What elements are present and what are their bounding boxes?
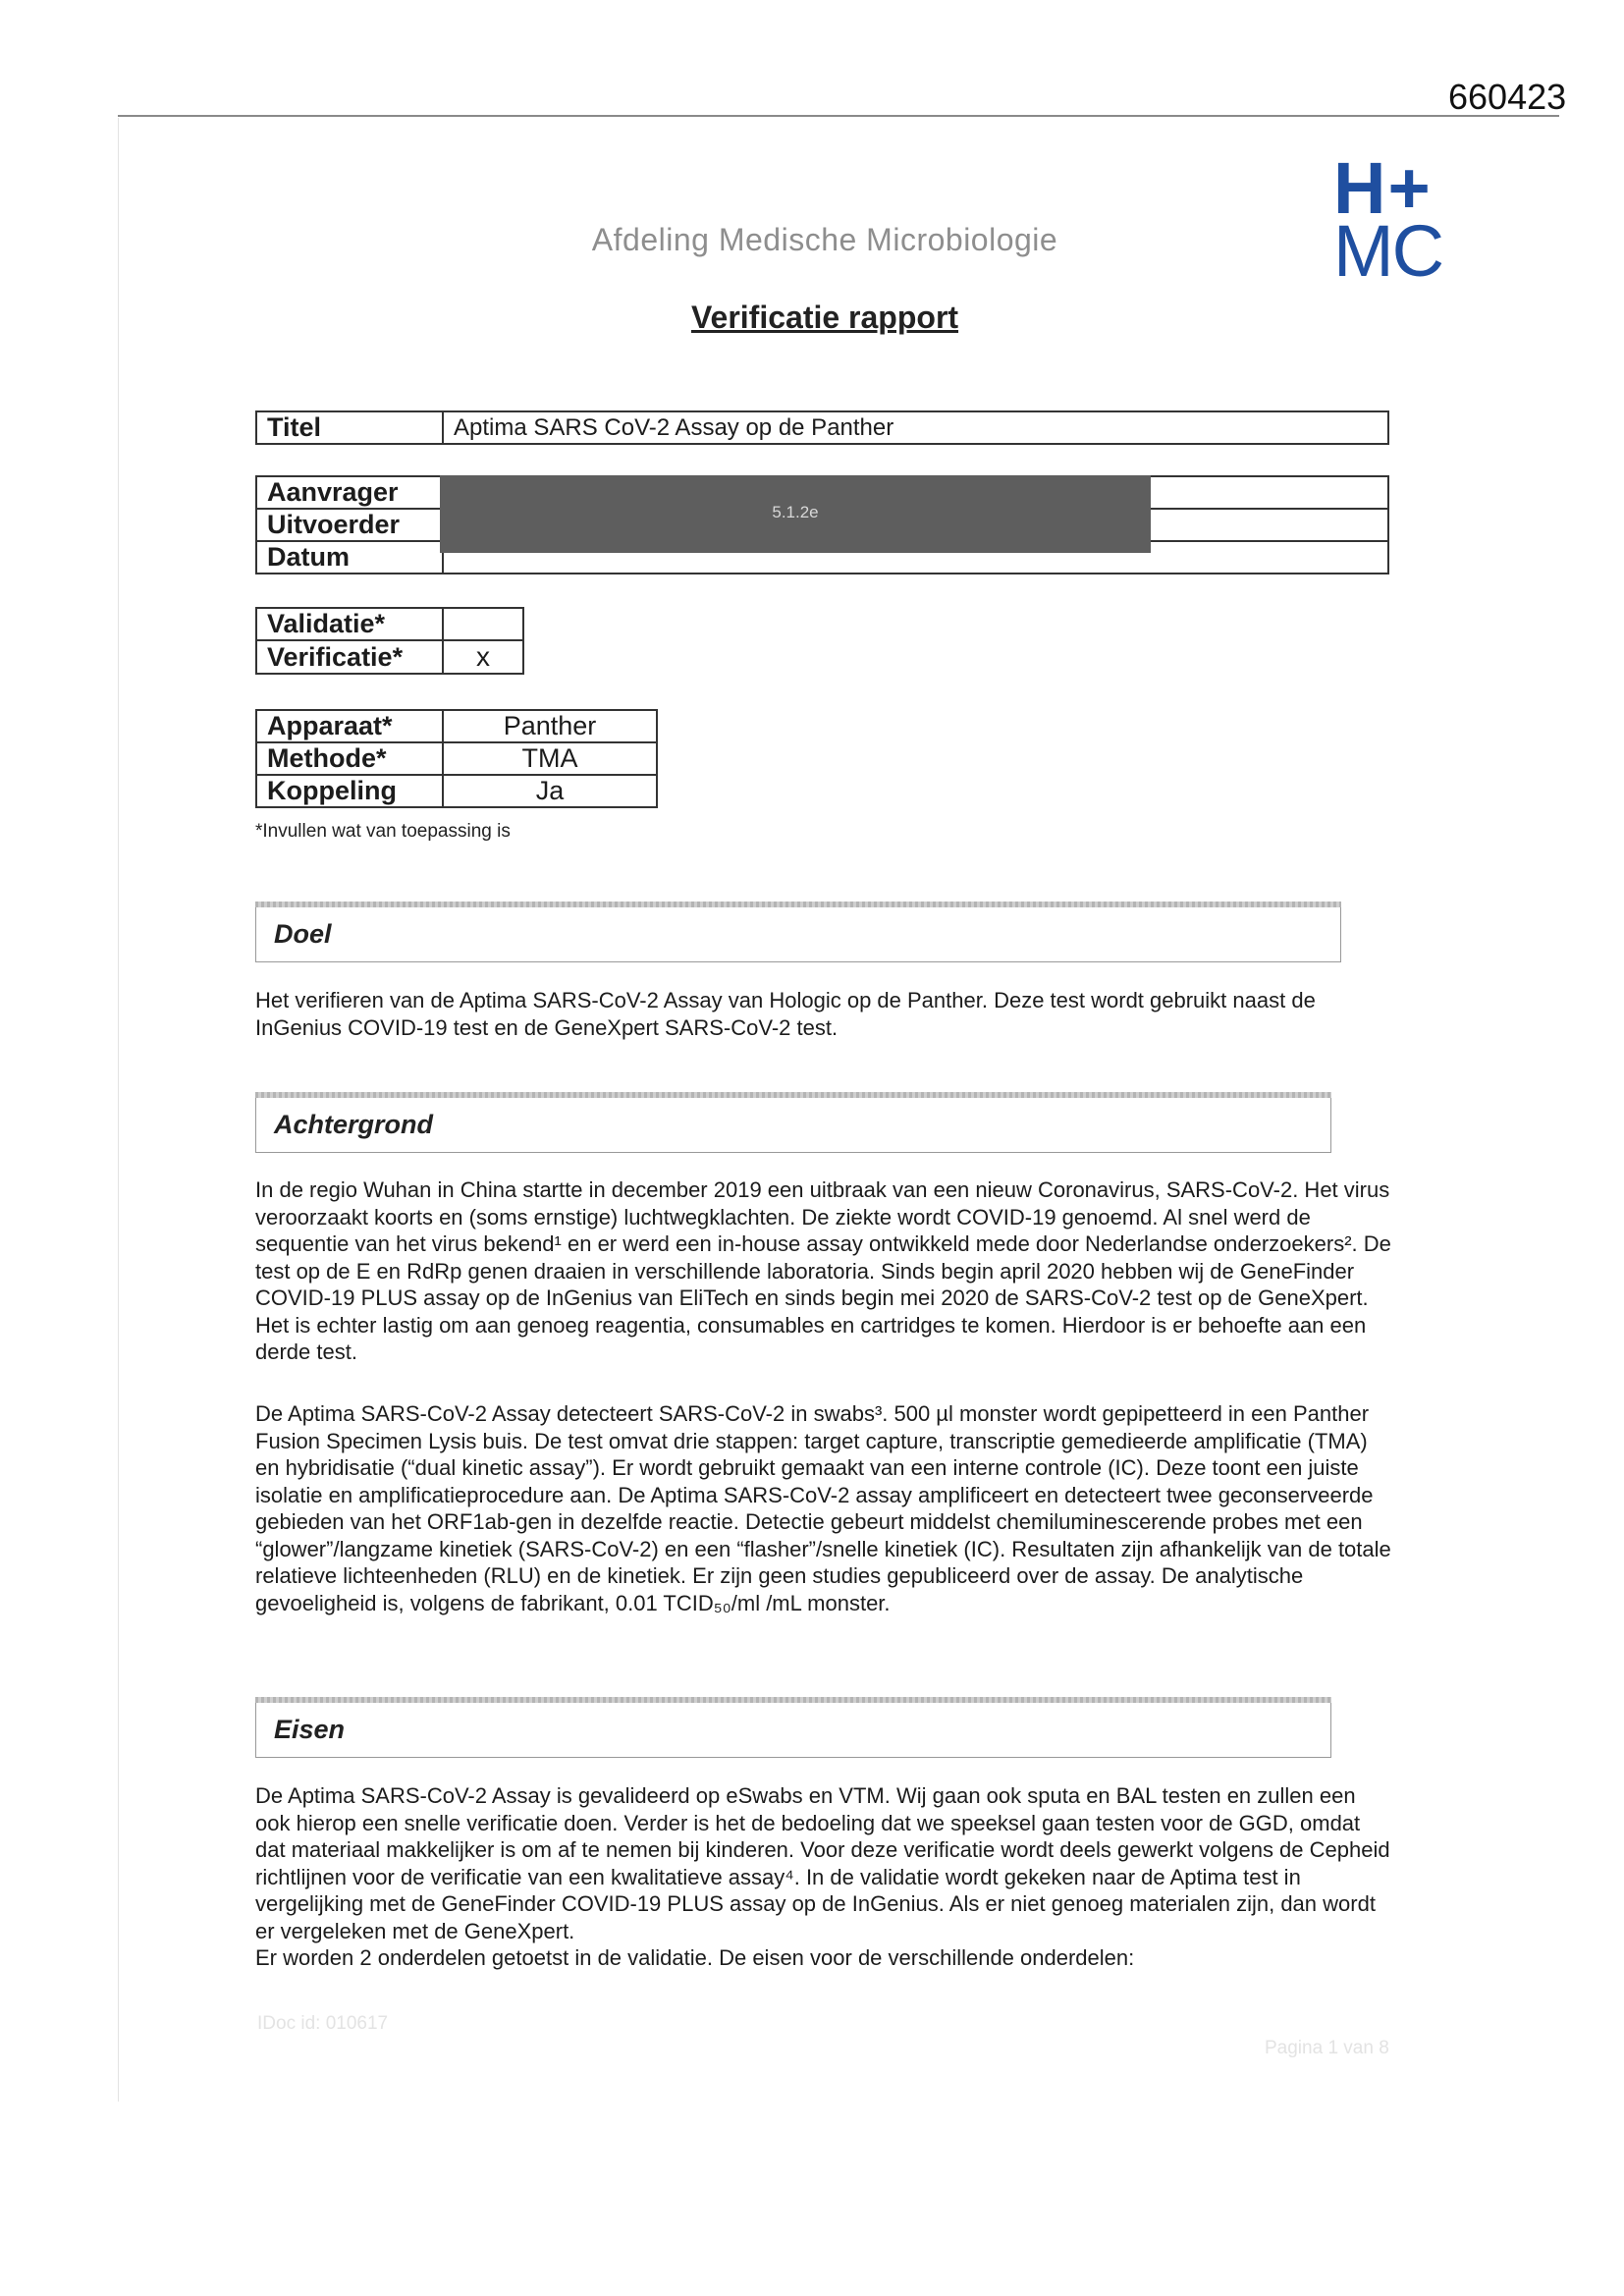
koppeling-value: Ja <box>443 775 657 807</box>
section-heading-eisen: Eisen <box>255 1703 1331 1758</box>
logo-line-1: H+ <box>1333 147 1433 229</box>
department-name: Afdeling Medische Microbiologie <box>591 222 1058 257</box>
achtergrond-paragraph-1: In de regio Wuhan in China startte in december 2019 een uitbraak van een nieuw Coronavirus, SARS-CoV-2. Het virus veroorzaakt koorts en (soms ernstige) luchtwegklachten. De ziekte wordt COVID-19 genoemd. Al snel werd de sequentie van het virus bekend¹ en er werd een in-house assay ontwikkeld mede door Nederlandse onderzoekers². De test op de E en RdRp genen draaien in verschillende laboratoria. Sinds begin april 2020 hebben wij de GeneFinder COVID-19 PLUS assay op de InGenius van EliTech en sinds begin mei 2020 de SARS-CoV-2 test op de GeneXpert. Het is echter lastig om aan genoeg reagentia, consumables en cartridges te komen. Hierdoor is er behoefte aan een derde test. <box>255 1177 1391 1364</box>
hmc-logo <box>1333 147 1471 292</box>
section-doel <box>255 902 1341 962</box>
koppeling-label: Koppeling <box>256 775 443 807</box>
apparaat-label: Apparaat* <box>256 710 443 742</box>
title-table <box>255 410 1389 445</box>
footnote: *Invullen wat van toepassing is <box>255 821 511 842</box>
document-number: 660423 <box>1448 77 1567 117</box>
uitvoerder-label: Uitvoerder <box>256 509 443 541</box>
validatie-label: Validatie* <box>256 608 443 640</box>
section-heading-achtergrond: Achtergrond <box>255 1098 1331 1153</box>
doel-text: Het verifieren van de Aptima SARS-CoV-2 Assay van Hologic op de Panther. Deze test wordt gebruikt naast de InGenius COVID-19 test en de GeneXpert SARS-CoV-2 test. <box>255 988 1316 1040</box>
device-table <box>255 709 658 808</box>
achtergrond-paragraph-2: De Aptima SARS-CoV-2 Assay detecteert SARS-CoV-2 in swabs³. 500 µl monster wordt gepipetteerd in een Panther Fusion Specimen Lysis buis. De test omvat drie stappen: target capture, transcriptie gemedieerde amplificatie (TMA) en hybridisatie (“dual kinetic assay”). Er wordt gebruikt gemaakt van een interne controle (IC). Deze toont een juiste isolatie en amplificatieprocedure aan. De Aptima SARS-CoV-2 assay amplificeert en detecteert twee geconserveerde gebieden van het ORF1ab-gen in dezelfde reactie. Detectie gebeurt middelst chemiluminescerende probes met een “glower”/langzame kinetiek (SARS-CoV-2) en een “flasher”/snelle kinetiek (IC). Resultaten zijn afhankelijk van de totale relatieve lichteenheden (RLU) en de kinetiek. Er zijn geen studies gepubliceerd over de assay. De analytische gevoeligheid is, volgens de fabrikant, 0.01 TCID₅₀/ml /mL monster. <box>255 1401 1391 1615</box>
footer-doc-id: IDoc id: 010617 <box>257 2013 389 2034</box>
type-table <box>255 607 524 675</box>
footer-page-number: Pagina 1 van 8 <box>1265 2038 1389 2058</box>
methode-label: Methode* <box>256 742 443 775</box>
eisen-paragraph-1: De Aptima SARS-CoV-2 Assay is gevalideerd op eSwabs en VTM. Wij gaan ook sputa en BAL testen en zullen een ook hierop een snelle verificatie doen. Verder is het de bedoeling dat we speeksel gaan testen voor de GGD, omdat dat materiaal makkelijker is om af te nemen bij kinderen. Voor deze verificatie wordt deels gewerkt volgens de Cepheid richtlijnen voor de verificatie van een kwalitatieve assay⁴. In de validatie wordt gekeken naar de Aptima test in vergelijking met de GeneFinder COVID-19 PLUS assay op de InGenius. Als er niet genoeg materialen zijn, dan wordt er vergeleken met de GeneXpert. <box>255 1783 1390 1943</box>
scan-edge <box>118 118 119 2102</box>
section-eisen <box>255 1697 1331 1758</box>
report-title: Verificatie rapport <box>690 300 959 335</box>
apparaat-value: Panther <box>443 710 657 742</box>
aanvrager-label: Aanvrager <box>256 476 443 509</box>
redaction-code: 5.1.2e <box>772 503 819 521</box>
validatie-value <box>443 608 523 640</box>
datum-label: Datum <box>256 541 443 574</box>
titel-value: Aptima SARS CoV-2 Assay op de Panther <box>443 411 1388 444</box>
redaction-block <box>440 475 1151 553</box>
eisen-paragraph-2: Er worden 2 onderdelen getoetst in de validatie. De eisen voor de verschillende onderdelen: <box>255 1945 1135 1970</box>
section-achtergrond <box>255 1092 1331 1153</box>
section-heading-doel: Doel <box>255 907 1341 962</box>
verificatie-label: Verificatie* <box>256 640 443 674</box>
logo-line-2: MC <box>1333 210 1443 292</box>
verificatie-value: x <box>443 640 523 674</box>
titel-label: Titel <box>256 411 443 444</box>
top-rule <box>118 115 1559 117</box>
methode-value: TMA <box>443 742 657 775</box>
